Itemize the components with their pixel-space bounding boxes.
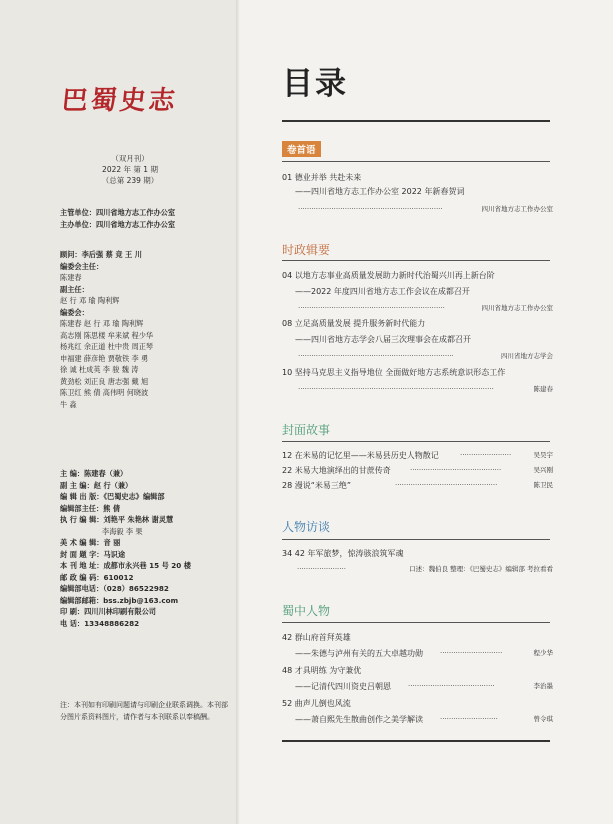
staff-line: 电 话：13348886282 — [60, 618, 140, 628]
section-rule — [282, 441, 550, 442]
toc-leader: ······································· — [408, 682, 495, 690]
toc-leader: ···························· — [440, 649, 503, 657]
staff-line: 编辑部主任：熊 倩 — [60, 503, 121, 513]
toc-title: 目录 — [282, 66, 348, 102]
toc-author: 四川省地方志工作办公室 — [481, 205, 553, 213]
toc-leader: ·························· — [440, 715, 498, 723]
committee-member-row: 高志刚 陈思楼 牟来斌 程少华 — [60, 330, 154, 340]
toc-leader: ········································· — [410, 466, 502, 474]
bottom-rule — [282, 740, 550, 742]
toc-entry-subtitle: ——四川省地方志工作办公室 2022 年新春贺词 — [295, 187, 465, 196]
copyright-note: 注：本刊如有印刷问题请与印刷企业联系调换。本刊部分图片系资料图片，请作者与本刊联系以奉稿酬。 — [60, 701, 228, 721]
toc-entry-subtitle: ——朱德与泸州有关的五大卓越功勋 — [295, 649, 423, 658]
committee-head: 陈建春 — [60, 273, 82, 282]
sponsor-block — [60, 207, 175, 230]
toc-leader: ·············································· — [395, 481, 498, 489]
toc-entry: 12 在米易的记忆里——米易县历史人物散记 — [282, 451, 439, 460]
toc-entry: 52 曲声儿倒也风流 — [282, 699, 351, 708]
title-rule — [282, 120, 550, 122]
toc-author: 曾令琪 — [533, 715, 553, 723]
staff-line: 主 编：陈建春（兼） — [60, 469, 128, 478]
toc-entry: 01 德业并举 共赴未来 — [282, 173, 362, 182]
committee-members-label: 编委会： — [60, 307, 89, 317]
section-heading-renwu-fangtan: 人物访谈 — [282, 520, 331, 534]
toc-author: 四川省地方志工作办公室 — [481, 304, 553, 312]
section-heading-shizheng: 时政辑要 — [282, 243, 331, 257]
toc-author: 吴昊宇 — [533, 451, 553, 459]
toc-entry-subtitle: ——记清代四川资史吕朝恩 — [295, 682, 391, 691]
staff-line: 美 术 编 辑：音 丽 — [60, 538, 121, 547]
committee-member-row: 申福建 薛彦艳 贾敬铁 李 勇 — [60, 353, 149, 363]
staff-line: 邮 政 编 码：610012 — [60, 572, 134, 582]
staff-line: 本 刊 地 址：成都市永兴巷 15 号 20 楼 — [60, 561, 191, 570]
zhuban-unit: 主办单位：四川省地方志工作办公室 — [60, 219, 176, 229]
toc-author: 陈卫民 — [533, 481, 553, 489]
magazine-logo: 巴蜀史志 — [60, 86, 180, 116]
toc-leader: ······················ — [297, 565, 346, 573]
toc-leader: ································································· — [298, 205, 443, 213]
staff-line: 封 面 题 字：马识途 — [60, 549, 126, 559]
toc-entry-subtitle: ——2022 年度四川省地方志工作会议在成都召开 — [295, 287, 470, 296]
issue-frequency: （双月刊） — [111, 154, 149, 163]
section-rule — [282, 539, 550, 540]
staff-line: 执 行 编 辑：刘艳平 朱艳林 谢灵慧 — [60, 515, 174, 524]
toc-entry: 04 以地方志事业高质量发展助力新时代治蜀兴川再上新台阶 — [282, 271, 495, 280]
toc-author: 程少华 — [533, 649, 553, 657]
toc-entry: 42 群山府首拜英雄 — [282, 633, 351, 642]
toc-entry-subtitle: ——四川省地方志学会八届三次理事会在成都召开 — [295, 335, 471, 344]
toc-author: 口述：魏伯良 整理：《巴蜀史志》编辑部 考拉看看 — [409, 565, 553, 573]
committee-head-label: 编委会主任： — [60, 261, 104, 271]
staff-line: 编辑部邮箱：bss.zbjb@163.com — [60, 595, 179, 605]
issue-total: （总第 239 期） — [101, 176, 159, 185]
section-heading-fengmian: 封面故事 — [282, 423, 331, 437]
advisors: 顾问：李后强 蔡 竞 王 川 — [60, 250, 142, 259]
staff-line: 副 主 编：赵 行（兼） — [60, 480, 133, 490]
section-badge-juanshouyu: 卷首语 — [282, 141, 321, 157]
toc-leader: ······································································ — [298, 352, 454, 360]
committee-member-row: 陈卫红 熊 倩 高伟明 何晓波 — [60, 388, 149, 397]
toc-author: 陈建春 — [533, 385, 553, 393]
toc-entry: 48 才具明练 为守兼优 — [282, 666, 362, 675]
section-heading-shuzhong: 蜀中人物 — [282, 604, 331, 618]
toc-entry: 08 立足高质量发展 提升服务新时代能力 — [282, 319, 426, 328]
committee-member-row: 黄劲松 刘正良 唐志强 戴 旭 — [60, 376, 149, 386]
committee-member-row: 杨兆红 余正道 杜中贵 周正琴 — [60, 342, 154, 351]
toc-entry: 10 坚持马克思主义指导地位 全面做好地方志系统意识形态工作 — [282, 368, 506, 377]
committee-member-row: 陈建春 赵 行 邓 瑜 陶利辉 — [60, 319, 144, 328]
committee-member-row: 徐 诚 杜成英 李 骏 魏 涛 — [60, 365, 139, 374]
staff-line: 编 辑 出 版：《巴蜀史志》编辑部 — [60, 492, 165, 501]
staff-block — [60, 468, 191, 629]
committee-deputy-label: 副主任： — [60, 284, 89, 294]
page-spine — [236, 0, 240, 824]
toc-leader: ························································································ — [298, 385, 494, 393]
toc-entry: 22 米易大地演绎出的甘蔗传奇 — [282, 466, 391, 475]
section-rule — [282, 161, 550, 162]
toc-author: 四川省地方志学会 — [501, 352, 553, 360]
committee-deputy: 赵 行 邓 瑜 陶利辉 — [60, 296, 120, 305]
toc-author: 吴兴刚 — [533, 466, 553, 474]
toc-leader: ······················· — [460, 451, 512, 459]
committee-member-row: 牛 淼 — [60, 399, 77, 409]
toc-entry: 28 漫说“米易三绝” — [282, 481, 352, 490]
issue-number: 2022 年 第 1 期 — [102, 165, 158, 174]
section-rule — [282, 260, 550, 261]
toc-entry: 34 42 年军旅梦，惊涛骇浪筑军魂 — [282, 549, 404, 558]
section-rule — [282, 622, 550, 623]
staff-line: 印 刷：四川川林印刷有限公司 — [60, 607, 156, 616]
staff-line: 李海毅 李 果 — [102, 526, 143, 536]
toc-leader: ·································································· — [298, 304, 445, 312]
toc-author: 李治墨 — [533, 682, 553, 690]
staff-line: 编辑部电话：（028）86522982 — [60, 584, 169, 593]
zhuguan-unit: 主管单位：四川省地方志工作办公室 — [60, 208, 176, 217]
toc-entry-subtitle: ——萧自熙先生散曲创作之美学解读 — [295, 715, 423, 724]
committee-block — [60, 249, 153, 410]
